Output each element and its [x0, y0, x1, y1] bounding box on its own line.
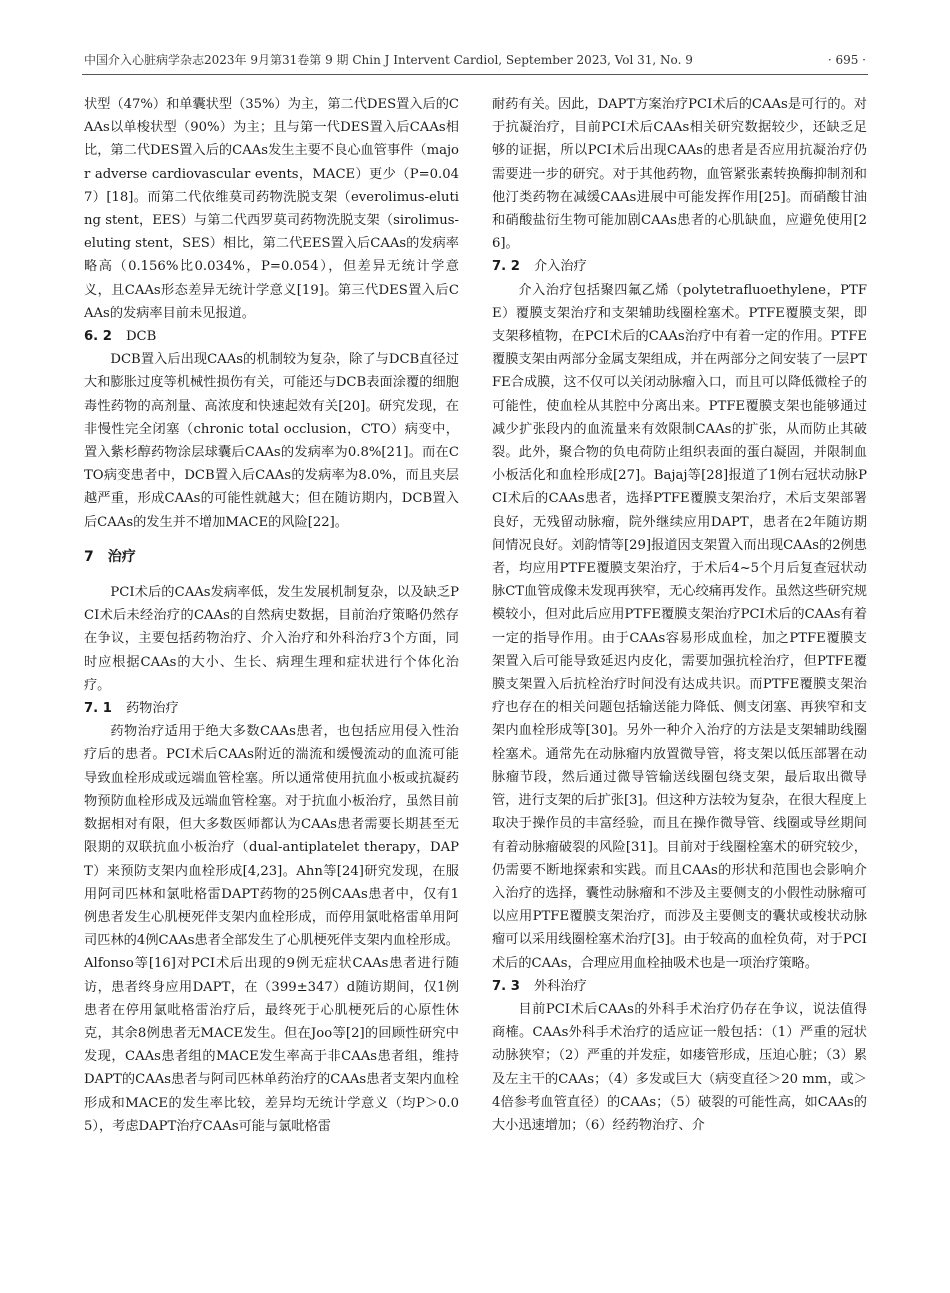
paragraph: 状型（47%）和单囊状型（35%）为主，第二代DES置入后的CAAs以单梭状型（90%）为主；且与第一代DES置入后CAAs相比，第二代DES置入后的CAAs发生主要不良心血管事件（major adverse cardiovascular events，MACE）更少（P=0.047）[18]。而第二代依维莫司药物洗脱支架（everolimus-eluting stent，EES）与第二代西罗莫司药物洗脱支架（sirolimus-eluting stent，SES）相比，第二代EES置入后CAAs的发病率略高（0.156%比0.034%，P=0.054），但差异无统计学意义，且CAAs形态差异无统计学意义[19]。第三代DES置入后CAAs的发病率目前未见报道。 — [84, 97, 459, 321]
paragraph: 耐药有关。因此，DAPT方案治疗PCI术后的CAAs是可行的。对于抗凝治疗，目前PCI术后CAAs相关研究数据较少，还缺乏足够的证据，所以PCI术后出现CAAs的患者是否应用抗凝治疗仍需要进一步的研究。对于其他药物，血管紧张素转换酶抑制剂和他汀类药物在减缓CAAs进展中可能发挥作用[25]。而硝酸甘油和硝酸盐衍生物可能加剧CAAs患者的心肌缺血，应避免使用[26]。 — [492, 97, 867, 252]
section-title: 外科治疗 — [533, 978, 587, 994]
left-column — [84, 93, 459, 1138]
paragraph: 药物治疗适用于绝大多数CAAs患者，也包括应用侵入性治疗后的患者。PCI术后CAAs附近的湍流和缓慢流动的血流可能导致血栓形成或远端血管栓塞。所以通常使用抗血小板或抗凝药物预防血栓形成及远端血管栓塞。对于抗血小板治疗，虽然目前数据相对有限，但大多数医师都认为CAAs患者需要长期甚至无限期的双联抗血小板治疗（dual-antiplatelet therapy，DAPT）来预防支架内血栓形成[4,23]。Ahn等[24]研究发现，在服用阿司匹林和氯吡格雷DAPT药物的25例CAAs患者中，仅有1例患者发生心肌梗死伴支架内血栓形成，而停用氯吡格雷单用阿司匹林的4例CAAs患者全部发生了心肌梗死伴支架内血栓形成。Alfonso等[16]对PCI术后出现的9例无症状CAAs患者进行随访，患者终身应用DAPT，在（399±347）d随访期间，仅1例患者在停用氯吡格雷治疗后，最终死于心肌梗死后的心原性休克，其余8例患者无MACE发生。但在Joo等[2]的回顾性研究中发现，CAAs患者组的MACE发生率高于非CAAs患者组，维持DAPT的CAAs患者与阿司匹林单药治疗的CAAs患者支架内血栓形成和MACE的发生率比较，差异均无统计学意义（均P＞0.05），考虑DAPT治疗CAAs可能与氯吡格雷 — [84, 724, 459, 1134]
section-heading-7-3 — [492, 975, 867, 998]
paragraph: 目前PCI术后CAAs的外科手术治疗仍存在争议，说法值得商榷。CAAs外科手术治疗的适应证一般包括：（1）严重的冠状动脉狭窄；（2）严重的并发症，如瘘管形成，压迫心脏；（3）累及左主干的CAAs；（4）多发或巨大（病变直径＞20 mm，或＞4倍参考血管直径）的CAAs；（5）破裂的可能性高，如CAAs的大小迅速增加；（6）经药物治疗、介 — [492, 1001, 867, 1133]
section-heading-7-1 — [84, 697, 459, 720]
section-heading-6-2 — [84, 325, 459, 348]
paragraph: 介入治疗包括聚四氟乙烯（polytetrafluoethylene，PTFE）覆膜支架治疗和支架辅助线圈栓塞术。PTFE覆膜支架，即支架移植物，在PCI术后的CAAs治疗中有着一定的作用。PTFE覆膜支架由两部分金属支架组成，并在两部分之间安装了一层PTFE合成膜，这不仅可以关闭动脉瘤入口，而且可以降低微栓子的可能性，使血栓从其腔中分离出来。PTFE覆膜支架也能够通过减少扩张段内的血流量来有效限制CAAs的扩张，从而防止其破裂。此外，聚合物的负电荷防止组织表面的蛋白凝固，并限制血小板活化和血栓形成[27]。Bajaj等[28]报道了1例右冠状动脉PCI术后的CAAs患者，选择PTFE覆膜支架治疗，术后支架部署良好，无残留动脉瘤，院外继续应用DAPT，患者在2年随访期间情况良好。刘韵情等[29]报道因支架置入而出现CAAs的2例患者，均应用PTFE覆膜支架治疗，于术后4~5个月后复查冠状动脉CT血管成像未发现再狭窄，无心绞痛再发作。虽然这些研究规模较小，但对此后应用PTFE覆膜支架治疗PCI术后的CAAs有着一定的指导作用。由于CAAs容易形成血栓，加之PTFE覆膜支架置入后可能导致延迟内皮化，需要加强抗栓治疗，但PTFE覆膜支架置入后抗栓治疗时间没有达成共识。而PTFE覆膜支架治疗也存在的相关问题包括输送能力降低、侧支闭塞、再狭窄和支架内血栓形成等[30]。另外一种介入治疗的方法是支架辅助线圈栓塞术。通常先在动脉瘤内放置微导管，将支架以低压部署在动脉瘤节段，然后通过微导管输送线圈包绕支架，最后取出微导管，进行支架的后扩张[3]。但这种方法较为复杂，在很大程度上取决于操作员的丰富经验，而且在操作微导管、线圈或导丝期间有着动脉瘤破裂的风险[31]。目前对于线圈栓塞术的研究较少，仍需要不断地探索和实践。而且CAAs的形状和范围也会影响介入治疗的选择，囊性动脉瘤和不涉及主要侧支的小假性动脉瘤可以应用PTFE覆膜支架治疗，而涉及主要侧支的囊状或梭状动脉瘤可以采用线圈栓塞术治疗[3]。由于较高的血栓负荷，对于PCI术后的CAAs，合理应用血栓抽吸术也是一项治疗策略。 — [492, 282, 867, 971]
section-number: 7. 2 — [492, 259, 520, 275]
section-number: 7 — [84, 548, 94, 565]
running-header — [82, 50, 868, 75]
section-heading-7 — [84, 546, 459, 569]
section-title: 介入治疗 — [533, 259, 587, 275]
paragraph: DCB置入后出现CAAs的机制较为复杂，除了与DCB直径过大和膨胀过度等机械性损伤有关，可能还与DCB表面涂覆的细胞毒性药物的高剂量、高浓度和快速起效有关[20]。研究发现，在非慢性完全闭塞（chronic total occlusion，CTO）病变中，置入紫杉醇药物涂层球囊后CAAs的发病率为0.8%[21]。而在CTO病变患者中，DCB置入后CAAs的发病率为8.0%，而且夹层越严重，形成CAAs的可能性就越大；但在随访期内，DCB置入后CAAs的发生并不增加MACE的风险[22]。 — [84, 352, 459, 530]
section-title: 药物治疗 — [125, 701, 179, 717]
section-number: 7. 1 — [84, 701, 112, 717]
section-number: 6. 2 — [84, 329, 112, 345]
section-heading-7-2 — [492, 255, 867, 278]
journal-citation: 中国介入心脏病学杂志2023年 9月第31卷第 9 期 Chin J Intervent Cardiol, September 2023, Vol 31, No. 9 — [84, 53, 693, 67]
right-column — [492, 93, 867, 1137]
section-title: 治疗 — [107, 548, 136, 565]
paragraph: PCI术后的CAAs发病率低，发生发展机制复杂，以及缺乏PCI术后未经治疗的CAAs的自然病史数据，目前治疗策略仍然存在争议，主要包括药物治疗、介入治疗和外科治疗3个方面，同时应根据CAAs的大小、生长、病理生理和症状进行个体化治疗。 — [84, 585, 459, 693]
section-title: DCB — [125, 329, 157, 345]
section-number: 7. 3 — [492, 978, 520, 994]
page-number: · 695 · — [827, 53, 866, 67]
